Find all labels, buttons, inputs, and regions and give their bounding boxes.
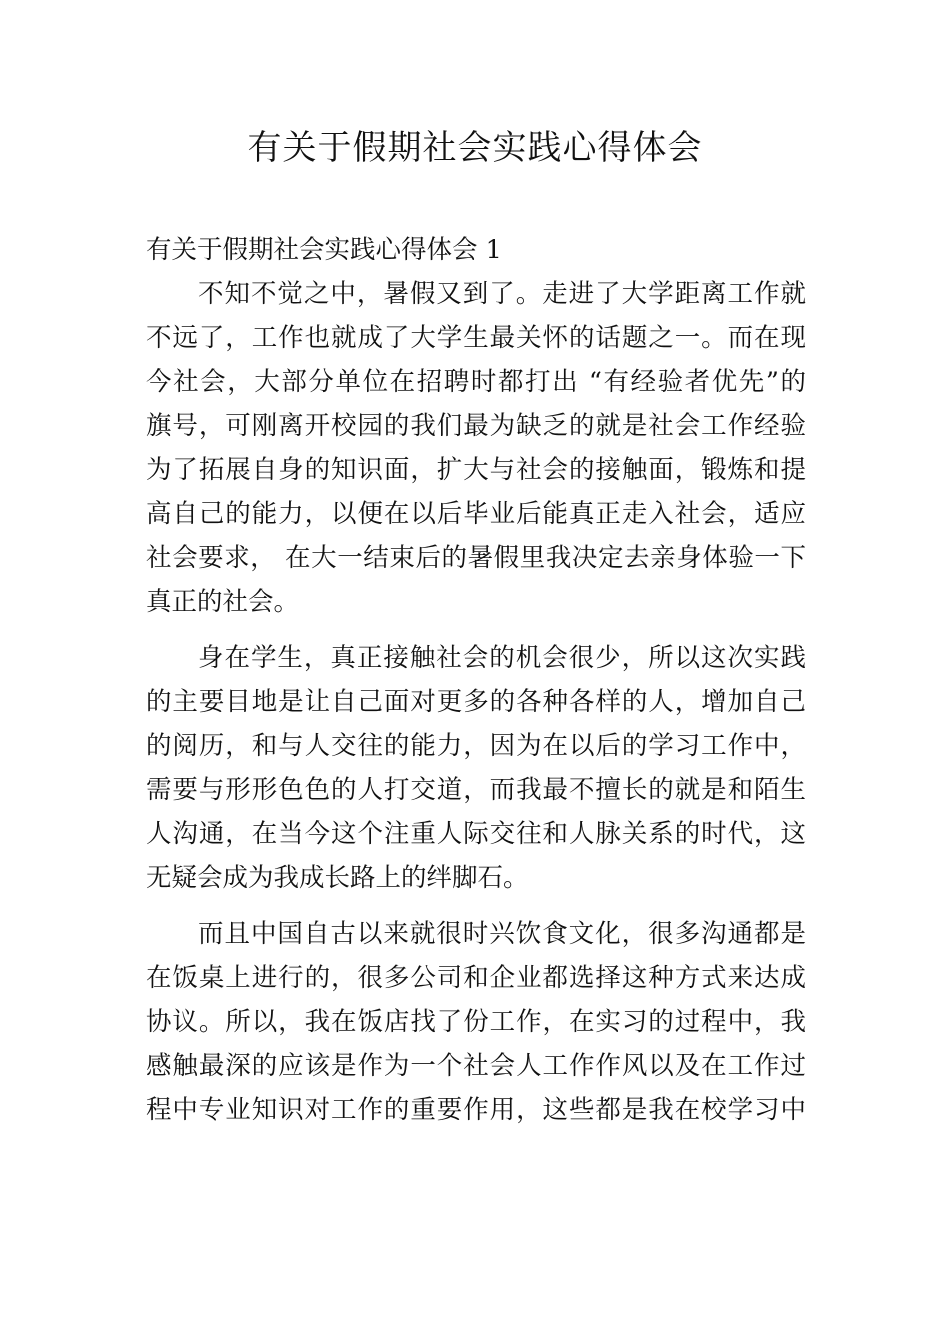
paragraph-line: 真正的社会。 (146, 587, 300, 617)
paragraph-line: 不知不觉之中，暑假又到了。走进了大学距离工作就 (198, 279, 806, 309)
paragraph-line: 高自己的能力，以便在以后毕业后能真正走入社会，适应 (146, 499, 806, 529)
paragraph-line: 今社会，大部分单位在招聘时都打出 “有经验者优先”的 (146, 367, 806, 397)
paragraph-line: 协议。所以，我在饭店找了份工作，在实习的过程中，我 (146, 1007, 806, 1037)
paragraph-2 (146, 636, 806, 900)
paragraph-line: 的主要目地是让自己面对更多的各种各样的人，增加自己 (146, 687, 806, 717)
paragraph-line: 身在学生，真正接触社会的机会很少，所以这次实践 (198, 643, 806, 673)
paragraph-line: 在饭桌上进行的，很多公司和企业都选择这种方式来达成 (146, 963, 806, 993)
paragraph-line: 人沟通，在当今这个注重人际交往和人脉关系的时代，这 (146, 819, 806, 849)
document-title: 有关于假期社会实践心得体会 (247, 128, 703, 168)
document-body (146, 228, 806, 1144)
section-subheading: 有关于假期社会实践心得体会 1 (146, 235, 502, 265)
paragraph-line: 社会要求， 在大一结束后的暑假里我决定去亲身体验一下 (146, 543, 806, 573)
paragraph-line: 无疑会成为我成长路上的绊脚石。 (146, 863, 529, 893)
paragraph-line: 不远了，工作也就成了大学生最关怀的话题之一。而在现 (146, 323, 806, 353)
paragraph-line: 而且中国自古以来就很时兴饮食文化，很多沟通都是 (198, 919, 806, 949)
paragraph-line: 需要与形形色色的人打交道，而我最不擅长的就是和陌生 (146, 775, 806, 805)
paragraph-line: 的阅历，和与人交往的能力，因为在以后的学习工作中， (146, 731, 806, 761)
paragraph-line: 感触最深的应该是作为一个社会人工作作风以及在工作过 (146, 1051, 806, 1081)
paragraph-line: 为了拓展自身的知识面，扩大与社会的接触面，锻炼和提 (146, 455, 806, 485)
paragraph-line: 程中专业知识对工作的重要作用，这些都是我在校学习中 (146, 1095, 806, 1125)
paragraph-3 (146, 912, 806, 1132)
paragraph-line: 旗号，可刚离开校园的我们最为缺乏的就是社会工作经验 (146, 411, 806, 441)
paragraph-1 (146, 272, 806, 624)
